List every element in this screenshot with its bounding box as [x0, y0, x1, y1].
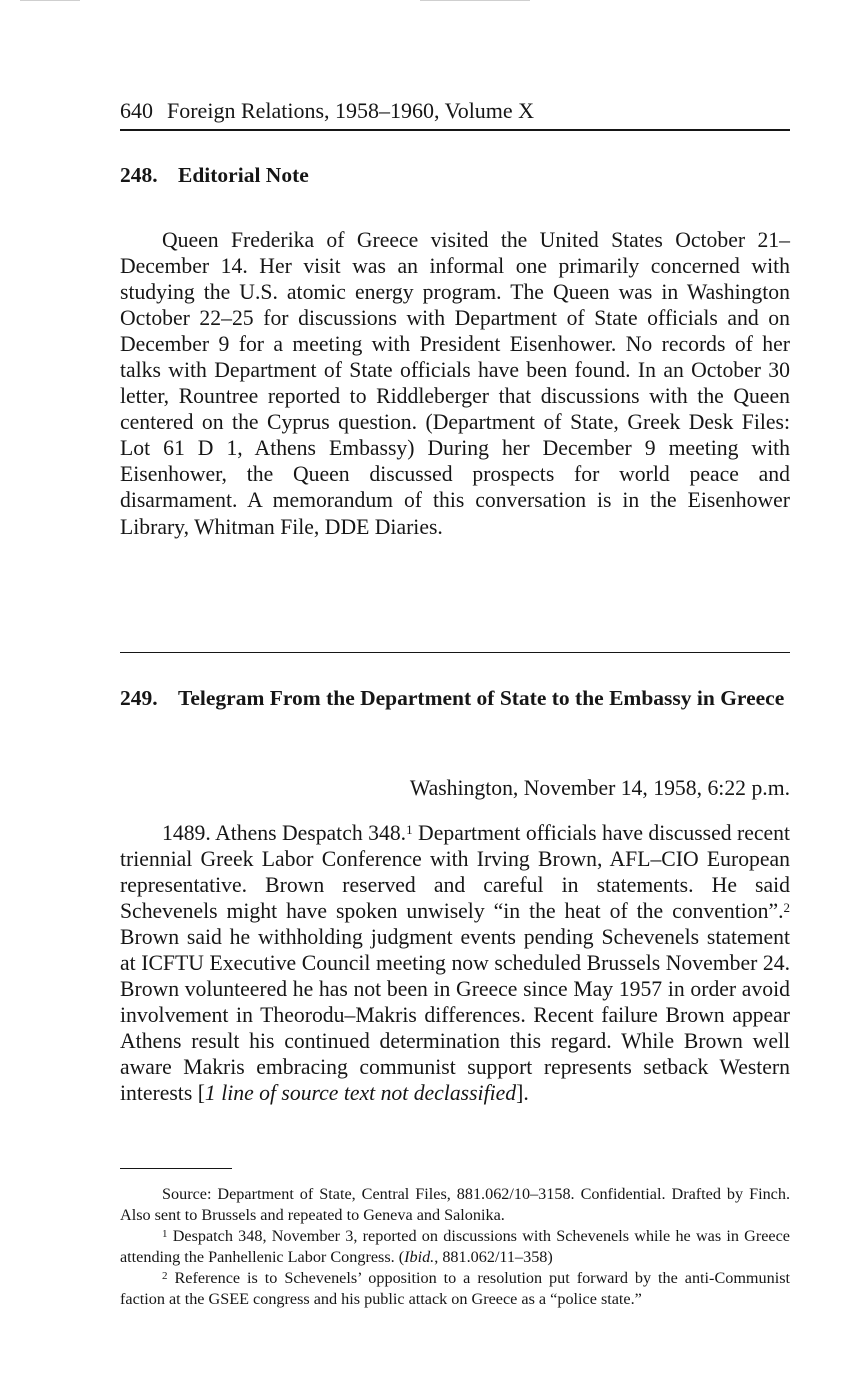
document-number: 249. — [120, 686, 158, 710]
scan-artifact — [20, 0, 80, 1]
redaction-note: 1 line of source text not declassified — [204, 1081, 517, 1106]
document-title: Editorial Note — [178, 163, 309, 187]
editorial-note-paragraph — [120, 227, 790, 540]
editorial-note-text: Queen Frederika of Greece visited the United States October 21–December 14. Her visit was an informal one primarily concerned with studying the U.S. atomic energy program. The Queen was in Washington October 22–25 for discussions with Department of State officials and on December 9 for a meeting with President Eisenhower. No records of her talks with Department of State officials have been found. In an October 30 letter, Rountree reported to Riddleberger that discussions with the Queen centered on the Cyprus question. (Department of State, Greek Desk Files: Lot 61 D 1, Athens Embassy) During her December 9 meeting with Eisenhower, the Queen discussed prospects for world peace and disarmament. A memorandum of this conversation is in the Eisenhower Library, Whitman File, DDE Diaries. — [120, 228, 790, 539]
section-divider — [120, 652, 790, 653]
telegram-text: 1489. Athens Despatch 348. — [162, 821, 407, 845]
footnote-1-text: Despatch 348, November 3, reported on discussions with Schevenels while he was in Greece attending the Panhellenic Labor Congress. ( — [120, 1227, 790, 1266]
telegram-text: Department officials have discussed recent triennial Greek Labor Conference with Irving Brown, AFL–CIO European representative. Brown reserved and careful in statements. He said Schevenels might have spoken unwisely “in the heat of the convention”. — [120, 821, 790, 924]
footnote-ref-1[interactable]: 1 — [406, 822, 413, 837]
footnote-2-text: Reference is to Schevenels’ opposition to a resolution put forward by the anti-Communist faction at the GSEE congress and his public attack on Greece as a “police state.” — [120, 1269, 790, 1308]
dateline: Washington, November 14, 1958, 6:22 p.m. — [409, 776, 790, 800]
volume-title: Foreign Relations, 1958–1960, Volume X — [167, 98, 535, 123]
telegram-text: Brown said he withholding judgment events pending Schevenels statement at ICFTU Executive Council meeting now scheduled Brussels November 24. Brown volunteered he has not been in Greece since May 1957 in order avoid involvement in Theorodu–Makris differences. Recent failure Brown appear Athens result his continued determination this regard. While Brown well aware Makris embracing communist support represents setback Western interests [ — [120, 925, 790, 1106]
page-number: 640 — [120, 98, 153, 123]
footnote-2 — [120, 1268, 790, 1309]
footnote-1-ibid: Ibid. — [404, 1247, 435, 1266]
footnote-ref-2[interactable]: 2 — [783, 900, 790, 916]
running-head — [120, 96, 790, 131]
footnote-1 — [120, 1226, 790, 1267]
footnote-separator — [120, 1168, 232, 1169]
telegram-paragraph — [120, 820, 790, 1107]
source-note: Source: Department of State, Central Files, 881.062/10–3158. Confidential. Drafted by Finch. Also sent to Brussels and repeated to Geneva and Salonika. — [120, 1185, 790, 1224]
document-248-heading — [120, 160, 790, 190]
footnote-1-text: , 881.062/11–358) — [434, 1247, 553, 1266]
document-title: Telegram From the Department of State to the Embassy in Greece — [178, 686, 785, 710]
document-number: 248. — [120, 163, 158, 187]
footnotes — [120, 1184, 790, 1310]
telegram-text: ]. — [516, 1081, 529, 1106]
footnote-2-marker: 2 — [162, 1270, 168, 1282]
document-249-heading — [120, 683, 790, 713]
scan-artifact — [420, 0, 530, 1]
footnote-1-marker: 1 — [162, 1228, 168, 1240]
